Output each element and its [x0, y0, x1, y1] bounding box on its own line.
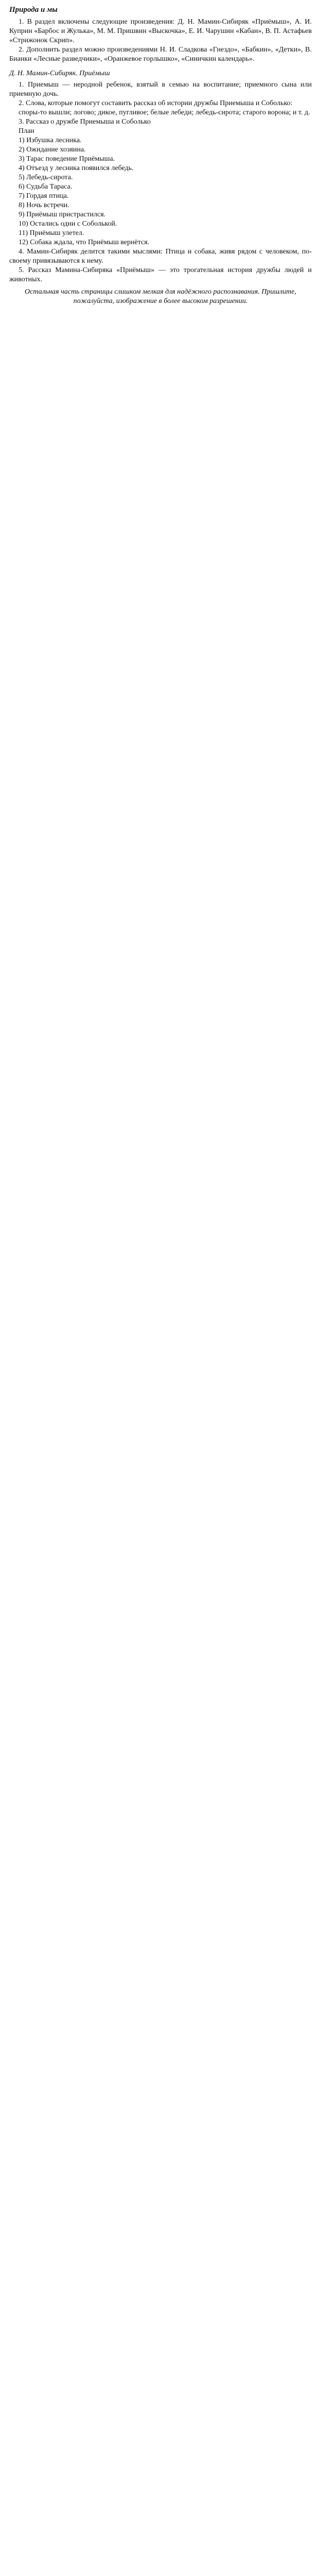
- mamin-plan-item: 9) Приёмыш пристрастился.: [19, 211, 106, 218]
- intro-section: [9, 18, 312, 64]
- page-title: Природа и мы: [9, 6, 58, 14]
- mamin-plan-list: [9, 136, 312, 247]
- intro-paragraph-2: 2. Дополнить раздел можно произведениями Н. И. Сладкова «Гнездо», «Бабкин», «Детки», В. Бианки «Лесные разведчики», «Оранжевое горлышко», «Синичкин календарь».: [9, 46, 312, 63]
- mamin-paragraph-2: 2. Слова, которые помогут составить рассказ об истории дружбы Приемыша и Соболько:: [19, 99, 293, 107]
- mamin-plan-item: 5) Лебедь-сирота.: [19, 174, 73, 181]
- resolution-notice: Остальная часть страницы слишком мелкая для надёжного распознавания. Пришлите, пожалуйста, изображение в более высоком разрешении.: [25, 288, 296, 305]
- mamin-plan-item: 7) Гордая птица.: [19, 192, 69, 200]
- mamin-section: [9, 80, 312, 284]
- mamin-plan-item: 10) Остались одни с Соболькой.: [19, 220, 117, 228]
- mamin-tail-2: 5. Рассказ Мамина-Сибиряка «Приёмыш» — это трогательная история дружбы людей и животных.: [9, 266, 312, 283]
- mamin-plan-item: 11) Приёмыш улетел.: [19, 229, 84, 237]
- mamin-plan-item: 4) Отъезд у лесника появился лебедь.: [19, 164, 134, 172]
- mamin-plan-item: 2) Ожидание хозяина.: [19, 146, 86, 154]
- mamin-section-heading: Д. Н. Мамин-Сибиряк. Приёмыш: [9, 70, 110, 77]
- mamin-paragraph-1: 1. Приемыш — неродной ребенок, взятый в семью на воспитание; приемного сына или приемную дочь.: [9, 81, 312, 98]
- mamin-plan-item: 1) Избушка лесника.: [19, 137, 82, 144]
- mamin-plan-item: 8) Ночь встречи.: [19, 201, 69, 209]
- mamin-paragraph-3: споры-то вышли; логово; дикое, пугливое; белые лебеди; лебедь-сирота; старого ворона; и т. д.: [19, 109, 310, 116]
- mamin-plan-item: 6) Судьба Тараса.: [19, 183, 73, 191]
- mamin-plan-item: 12) Собака ждала, что Приёмыш вернётся.: [19, 239, 150, 246]
- mamin-plan-item: 3) Тарас поведение Приёмыша.: [19, 155, 115, 163]
- mamin-tail-1: 4. Мамин-Сибиряк делится такими мыслями: Птица и собака, живя рядом с человеком, по-своему привязываются к нему.: [9, 248, 312, 265]
- intro-paragraph-1: 1. В раздел включены следующие произведения: Д. Н. Мамин-Сибиряк «Приёмыш», А. И. Куприн «Барбос и Жулька», М. М. Пришвин «Выскочка», Е. И. Чарушин «Кабан», В. П. Астафьев «Стрижонок Скрип».: [9, 18, 312, 44]
- mamin-plan-title: План: [19, 127, 34, 135]
- mamin-paragraph-4: 3. Рассказ о дружбе Приемыша и Соболько: [19, 118, 151, 126]
